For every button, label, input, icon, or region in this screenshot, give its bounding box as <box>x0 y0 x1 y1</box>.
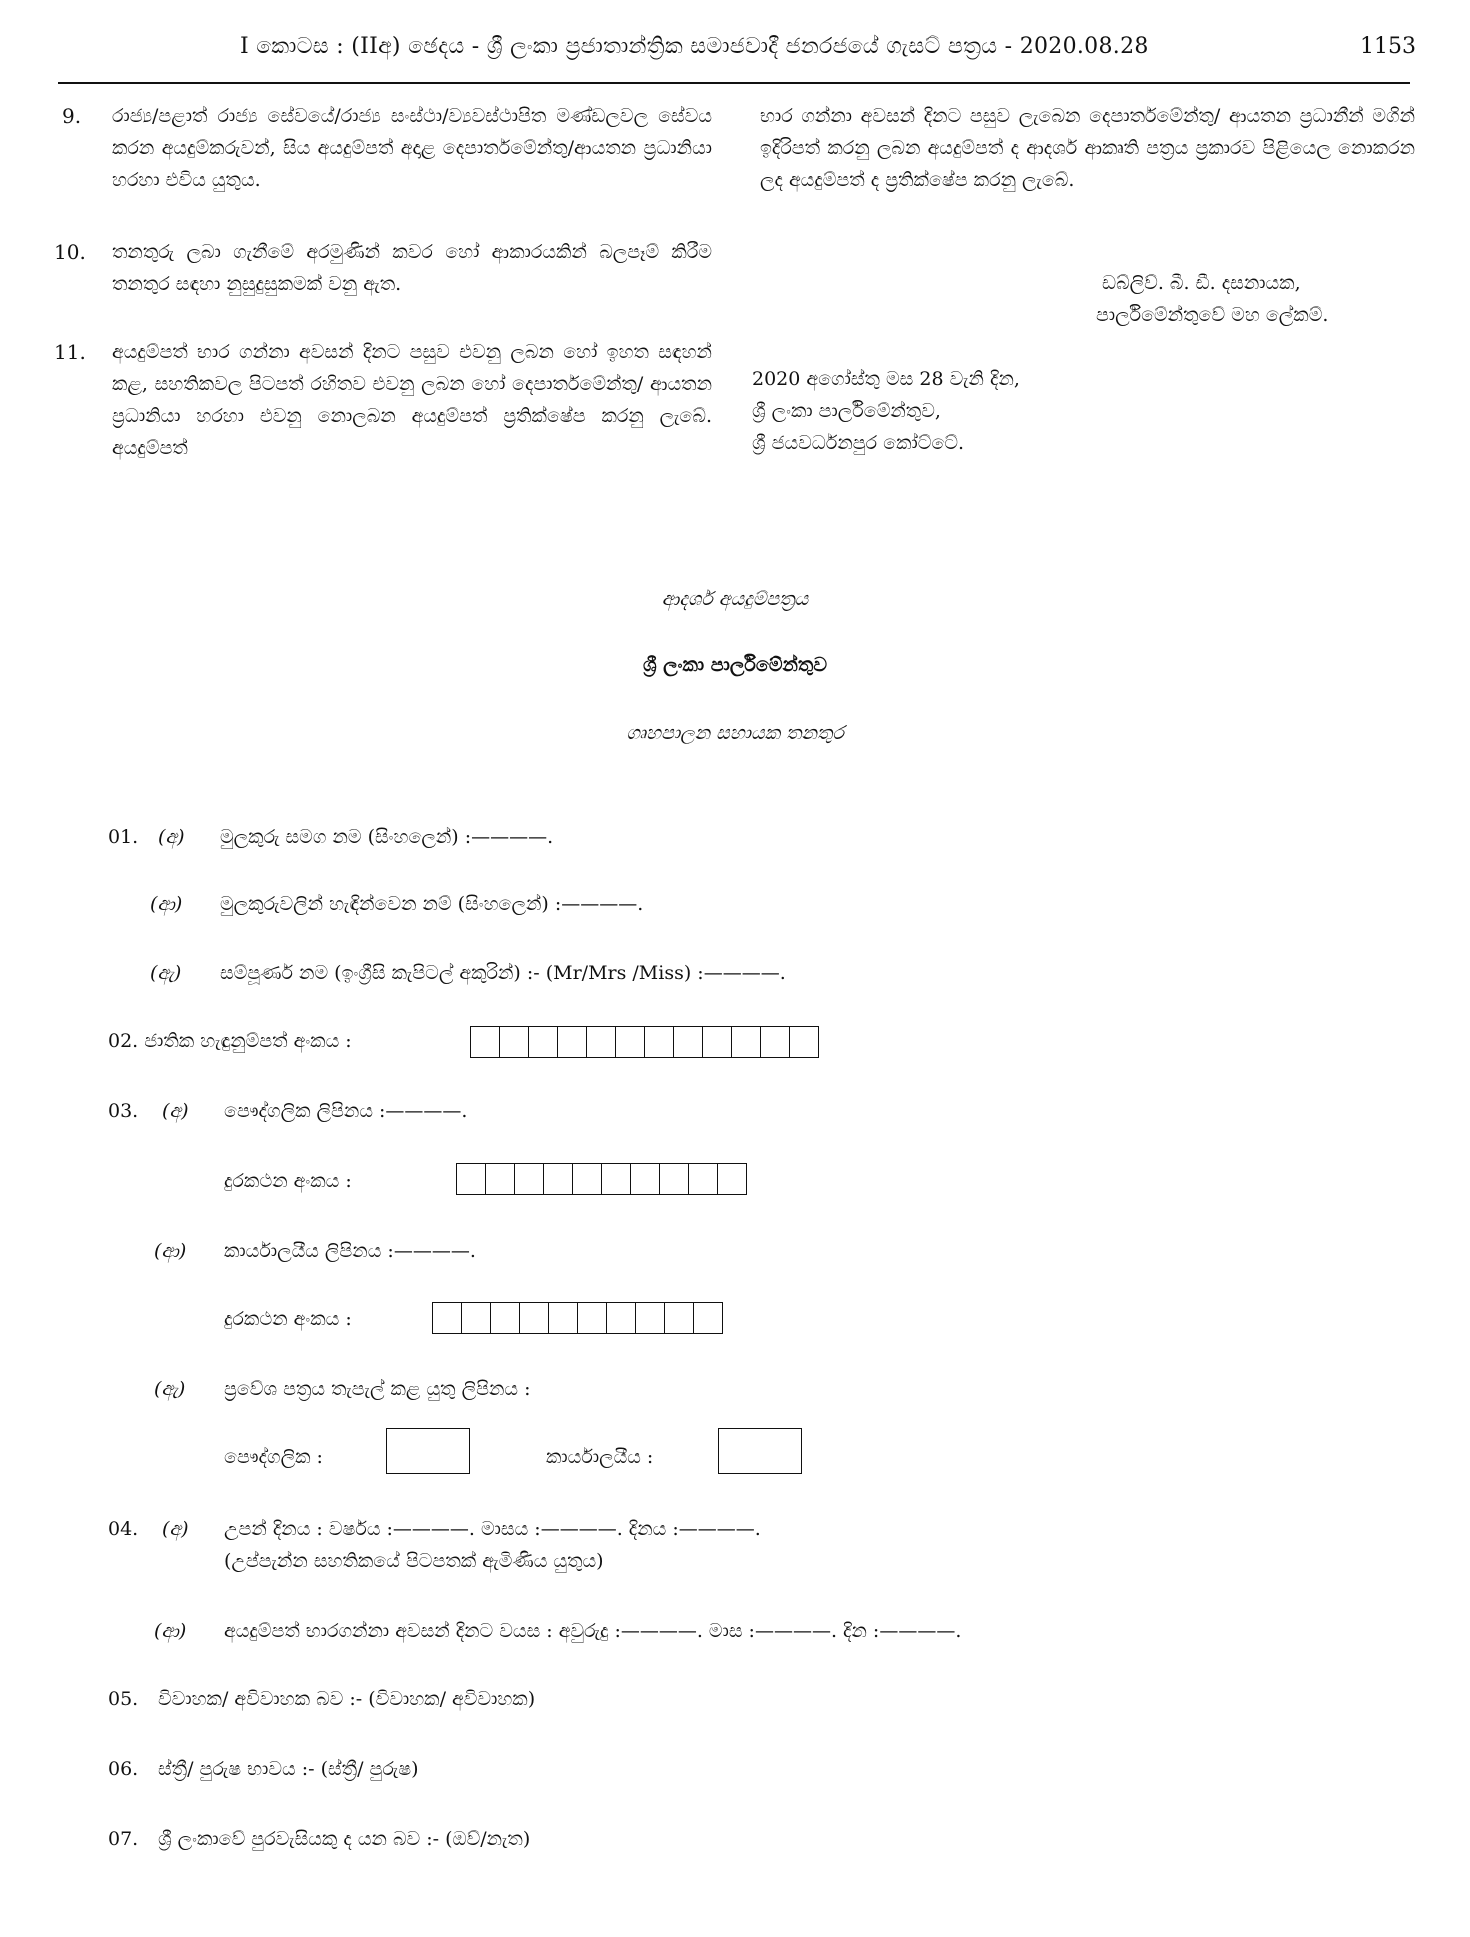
q01-number: 01. <box>108 826 139 848</box>
issue-place-2: ශ්‍රී ජයවර්ධනපුර කෝට්ටේ. <box>752 432 965 454</box>
digit-box[interactable] <box>694 1303 722 1333</box>
digit-box[interactable] <box>703 1027 732 1057</box>
digit-box[interactable] <box>486 1164 515 1194</box>
q04a-note: (උප්පැන්න සහතිකයේ පිටපතක් ඇමිණිය යුතුය) <box>224 1550 604 1572</box>
item-text-11: අයදුම්පත් භාර ගන්නා අවසන් දිනට පසුව එවනු ලබන හෝ ඉහත සඳහන් කළ, සහතිකවල පිටපත් රහිතව එවනු ලබන හෝ දෙපාර්තමේන්තු/ ආයතන ප්‍රධානියා හරහා එවනු නොලබන අයදුම්පත් ප්‍රතික්ෂේප කරනු ලැබේ. අයදුම්පත් <box>112 341 712 459</box>
post-name: ගෘහපාලන සහායක තනතුර <box>626 722 844 744</box>
issue-date: 2020 අගෝස්තු මස 28 වැනි දින, <box>752 368 1020 390</box>
q05-text: විවාහක/ අවිවාහක බව :- (විවාහක/ අවිවාහක) <box>158 1688 536 1710</box>
personal-address-checkbox[interactable] <box>386 1428 470 1474</box>
personal-phone-boxes[interactable] <box>456 1163 747 1195</box>
q03c-label: (ඇ) <box>154 1378 186 1400</box>
institution-name: ශ්‍රී ලංකා පාර්ලිමේන්තුව <box>642 654 828 676</box>
digit-box[interactable] <box>616 1027 645 1057</box>
q06-text: ස්ත්‍රී/ පුරුෂ භාවය :- (ස්ත්‍රී/ පුරුෂ) <box>158 1758 419 1780</box>
digit-box[interactable] <box>660 1164 689 1194</box>
digit-box[interactable] <box>457 1164 486 1194</box>
item-text-9: රාජ්‍ය/පළාත් රාජ්‍ය සේවයේ/රාජ්‍ය සංස්ථා/ව්‍යවස්ථාපිත මණ්ඩලවල සේවය කරන අයදුම්කරුවන්, සිය අයදුම්පත් අදාළ දෙපාර්තමේන්තු/ආයතන ප්‍රධානියා හරහා එවිය යුතුය. <box>112 105 712 191</box>
q05-number: 05. <box>108 1688 139 1710</box>
q03b-text: කාර්යාලයීය ලිපිනය :————. <box>224 1240 476 1262</box>
q04b-text: අයදුම්පත් භාරගන්නා අවසන් දිනට වයස : අවුරුදු :————. මාස :————. දින :————. <box>224 1620 962 1642</box>
signatory-name: ඩබ්ලිව්. බී. ඩී. දසනායක, <box>1102 272 1301 294</box>
q01b-text: මුලකුරුවලින් හැඳින්වෙන නම් (සිංහලෙන්) :————. <box>220 893 644 915</box>
digit-box[interactable] <box>689 1164 718 1194</box>
q01a-text: මුලකුරු සමග නම (සිංහලෙන්) :————. <box>220 826 554 848</box>
q03c-text: ප්‍රවේශ පත්‍රය තැපැල් කළ යුතු ලිපිනය : <box>224 1378 531 1400</box>
q03a-phone-label: දුරකථන අංකය : <box>224 1170 352 1192</box>
digit-box[interactable] <box>587 1027 616 1057</box>
page-number: 1153 <box>1360 34 1416 59</box>
q03c-office-label: කාර්යාලයීය : <box>546 1446 654 1468</box>
digit-box[interactable] <box>718 1164 746 1194</box>
office-address-checkbox[interactable] <box>718 1428 802 1474</box>
digit-box[interactable] <box>578 1303 607 1333</box>
q03a-text: පෞද්ගලික ලිපිනය :————. <box>224 1100 468 1122</box>
digit-box[interactable] <box>515 1164 544 1194</box>
q07-text: ශ්‍රී ලංකාවේ පුරවැසියකු ද යන බව :- (ඔව්/නැත) <box>158 1828 531 1850</box>
digit-box[interactable] <box>790 1027 818 1057</box>
item-number-11: 11. <box>54 340 86 364</box>
digit-box[interactable] <box>500 1027 529 1057</box>
running-header: I කොටස : (IIඅ) ඡෙදය - ශ්‍රී ලංකා ප්‍රජාතාන්ත්‍රික සමාජවාදී ජනරජයේ ගැසට් පත්‍රය - 2020.08.28 <box>240 34 1149 59</box>
digit-box[interactable] <box>471 1027 500 1057</box>
q01c-text: සම්පූර්ණ නම (ඉංග්‍රීසි කැපිටල් අකුරින්) :- (Mr/Mrs /Miss) :————. <box>220 962 786 984</box>
digit-box[interactable] <box>645 1027 674 1057</box>
q01a-label: (අ) <box>158 826 185 848</box>
q04-number: 04. <box>108 1518 139 1540</box>
q03-number: 03. <box>108 1100 139 1122</box>
digit-box[interactable] <box>520 1303 549 1333</box>
digit-box[interactable] <box>544 1164 573 1194</box>
digit-box[interactable] <box>665 1303 694 1333</box>
digit-box[interactable] <box>549 1303 578 1333</box>
digit-box[interactable] <box>674 1027 703 1057</box>
digit-box[interactable] <box>433 1303 462 1333</box>
issue-place-1: ශ්‍රී ලංකා පාර්ලිමේන්තුව, <box>752 400 941 422</box>
q03b-label: (ආ) <box>154 1240 187 1262</box>
office-phone-boxes[interactable] <box>432 1302 723 1334</box>
q04a-label: (අ) <box>162 1518 189 1540</box>
q01b-label: (ආ) <box>150 893 183 915</box>
header-rule <box>58 82 1410 84</box>
continuation-text: භාර ගන්නා අවසන් දිනට පසුව ලැබෙන දෙපාර්තමේන්තු/ ආයතන ප්‍රධානීන් මගින් ඉදිරිපත් කරනු ලබන අයදුම්පත් ද ආදර්ශ ආකෘති පත්‍රය ප්‍රකාරව පිළියෙල නොකරන ලද අයදුම්පත් ද ප්‍රතික්ෂේප කරනු ලැබේ. <box>760 105 1415 191</box>
digit-box[interactable] <box>491 1303 520 1333</box>
digit-box[interactable] <box>761 1027 790 1057</box>
q03c-personal-label: පෞද්ගලික : <box>224 1446 323 1468</box>
digit-box[interactable] <box>631 1164 660 1194</box>
item-number-10: 10. <box>54 240 86 264</box>
digit-box[interactable] <box>602 1164 631 1194</box>
q06-number: 06. <box>108 1758 139 1780</box>
digit-box[interactable] <box>636 1303 665 1333</box>
digit-box[interactable] <box>462 1303 491 1333</box>
item-text-10: තනතුරු ලබා ගැනීමේ අරමුණින් කවර හෝ ආකාරයකින් බලපෑම් කිරීම තනතුර සඳහා නුසුදුසුකමක් වනු ඇත. <box>112 241 712 295</box>
q01c-label: (ඇ) <box>150 962 182 984</box>
digit-box[interactable] <box>732 1027 761 1057</box>
q04a-text: උපන් දිනය : වර්ෂය :————. මාසය :————. දිනය :————. <box>224 1518 761 1540</box>
digit-box[interactable] <box>529 1027 558 1057</box>
signatory-title: පාර්ලිමේන්තුවේ මහ ලේකම්. <box>1096 304 1329 326</box>
q04b-label: (ආ) <box>154 1620 187 1642</box>
q03b-phone-label: දුරකථන අංකය : <box>224 1308 352 1330</box>
digit-box[interactable] <box>607 1303 636 1333</box>
q07-number: 07. <box>108 1828 139 1850</box>
q02-text: 02. ජාතික හැඳුනුම්පත් අංකය : <box>108 1030 352 1052</box>
digit-box[interactable] <box>558 1027 587 1057</box>
q03a-label: (අ) <box>162 1100 189 1122</box>
digit-box[interactable] <box>573 1164 602 1194</box>
item-number-9: 9. <box>62 104 82 128</box>
nic-number-boxes[interactable] <box>470 1026 819 1058</box>
form-title: ආදර්ශ අයදුම්පත්‍රය <box>661 588 809 610</box>
